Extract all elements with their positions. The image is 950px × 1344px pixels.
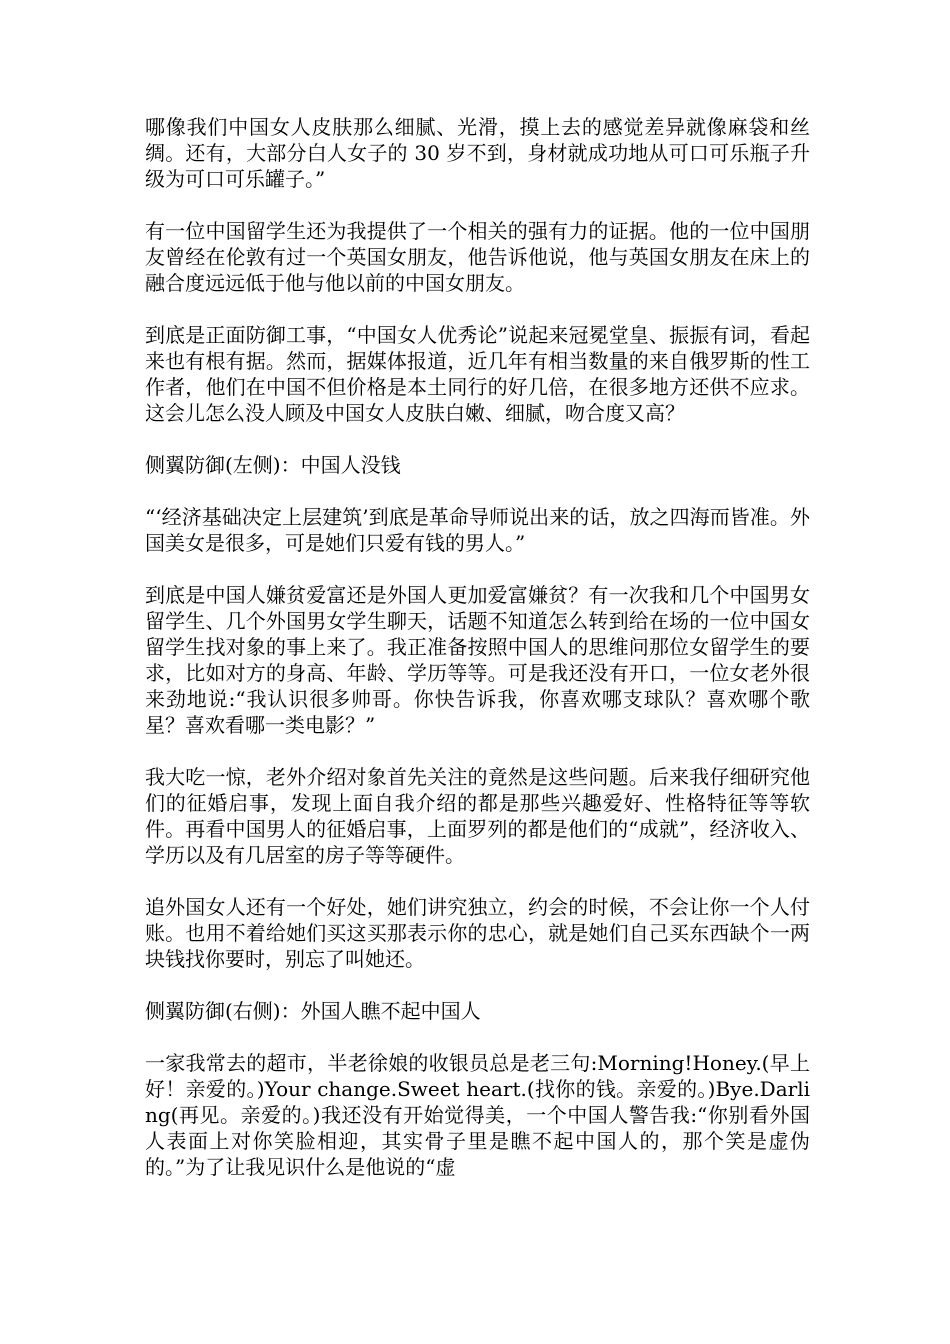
- paragraph: 一家我常去的超市，半老徐娘的收银员总是老三句:Morning!Honey.(早上好！亲爱的。)Your change.Sweet heart.(找你的钱。亲爱的。)Bye.Darling(再见。亲爱的。)我还没有开始觉得美，一个中国人警告我:“你别看外国人表面上对你笑脸相迎，其实骨子里是瞧不起中国人的，那个笑是虚伪的。”为了让我见识什么是他说的“虚: [145, 1051, 810, 1179]
- document-body: [145, 114, 810, 1206]
- paragraph: 到底是中国人嫌贫爱富还是外国人更加爱富嫌贫？有一次我和几个中国男女留学生、几个外国男女学生聊天，话题不知道怎么转到给在场的一位中国女留学生找对象的事上来了。我正准备按照中国人的思维问那位女留学生的要求，比如对方的身高、年龄、学历等等。可是我还没有开口，一位女老外很来劲地说:“我认识很多帅哥。你快告诉我，你喜欢哪支球队？喜欢哪个歌星？喜欢看哪一类电影？”: [145, 583, 810, 737]
- paragraph: 有一位中国留学生还为我提供了一个相关的强有力的证据。他的一位中国朋友曾经在伦敦有过一个英国女朋友，他告诉他说，他与英国女朋友在床上的融合度远远低于他与他以前的中国女朋友。: [145, 219, 810, 295]
- paragraph: 到底是正面防御工事，“中国女人优秀论”说起来冠冕堂皇、振振有词，看起来也有根有据。然而，据媒体报道，近几年有相当数量的来自俄罗斯的性工作者，他们在中国不但价格是本土同行的好几倍，在很多地方还供不应求。这会儿怎么没人顾及中国女人皮肤白嫩、细腻，吻合度又高？: [145, 323, 810, 425]
- section-heading: 侧翼防御(右侧)：外国人瞧不起中国人: [145, 999, 481, 1023]
- section-heading: 侧翼防御(左侧)：中国人没钱: [145, 453, 401, 477]
- paragraph: 我大吃一惊，老外介绍对象首先关注的竟然是这些问题。后来我仔细研究他们的征婚启事，发现上面自我介绍的都是那些兴趣爱好、性格特征等等软件。再看中国男人的征婚启事，上面罗列的都是他们的“成就”，经济收入、学历以及有几居室的房子等等硬件。: [145, 765, 810, 867]
- paragraph: 哪像我们中国女人皮肤那么细腻、光滑，摸上去的感觉差异就像麻袋和丝绸。还有，大部分白人女子的 30 岁不到，身材就成功地从可口可乐瓶子升级为可口可乐罐子。”: [145, 115, 810, 191]
- paragraph: “‘经济基础决定上层建筑’到底是革命导师说出来的话，放之四海而皆准。外国美女是很多，可是她们只爱有钱的男人。”: [145, 505, 810, 555]
- paragraph: 追外国女人还有一个好处，她们讲究独立，约会的时候，不会让你一个人付账。也用不着给她们买这买那表示你的忠心，就是她们自己买东西缺个一两块钱找你要时，别忘了叫她还。: [145, 895, 810, 971]
